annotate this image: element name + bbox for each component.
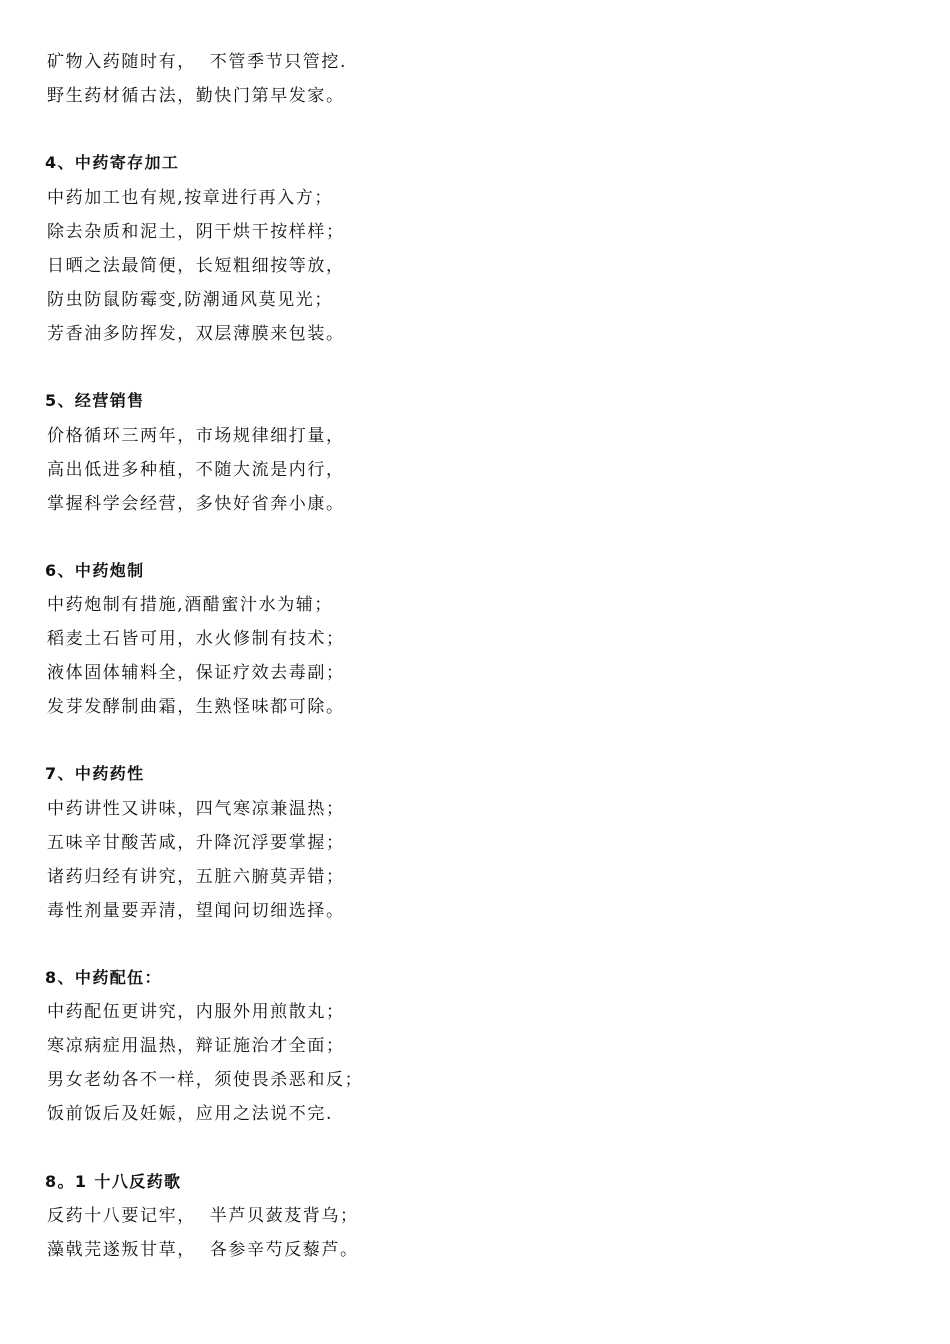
section-8-line-3: 男女老幼各不一样，须使畏杀恶和反； [47, 1070, 364, 1090]
section-heading-4: 4、中药寄存加工 [45, 153, 180, 172]
section-4-line-1: 中药加工也有规,按章进行再入方； [47, 188, 334, 208]
section-4-line-5: 芳香油多防挥发，双层薄膜来包装。 [47, 324, 345, 344]
section-4-line-2: 除去杂质和泥土，阴干烘干按样样； [47, 222, 345, 242]
section-7-line-1: 中药讲性又讲味，四气寒凉兼温热； [47, 799, 345, 819]
section-5-line-2: 高出低进多种植，不随大流是内行， [47, 460, 345, 480]
section-7-line-4: 毒性剂量要弄清，望闻问切细选择。 [47, 901, 345, 921]
intro-line-2: 野生药材循古法，勤快门第早发家。 [47, 86, 345, 106]
section-8-1-line-1: 反药十八要记牢， 半芦贝蔹芨背乌； [47, 1206, 359, 1226]
section-6-line-2: 稻麦土石皆可用，水火修制有技术； [47, 629, 345, 649]
section-7-line-3: 诸药归经有讲究，五脏六腑莫弄错； [47, 867, 345, 887]
section-8-line-4: 饭前饭后及妊娠，应用之法说不完. [47, 1104, 334, 1124]
intro-line-1: 矿物入药随时有， 不管季节只管挖. [47, 52, 348, 72]
section-8-line-1: 中药配伍更讲究，内服外用煎散丸； [47, 1002, 345, 1022]
section-6-line-3: 液体固体辅料全，保证疗效去毒副； [47, 663, 345, 683]
section-heading-8-1: 8。1 十八反药歌 [45, 1172, 182, 1191]
section-heading-8: 8、中药配伍： [45, 968, 162, 987]
section-5-line-3: 掌握科学会经营，多快好省奔小康。 [47, 494, 345, 514]
section-6-line-4: 发芽发酵制曲霜，生熟怪味都可除。 [47, 697, 345, 717]
section-8-1-line-2: 藻戟芫遂叛甘草， 各参辛芍反藜芦。 [47, 1240, 359, 1260]
section-7-line-2: 五味辛甘酸苦咸，升降沉浮要掌握； [47, 833, 345, 853]
section-heading-6: 6、中药炮制 [45, 561, 145, 580]
section-8-line-2: 寒凉病症用温热，辩证施治才全面； [47, 1036, 345, 1056]
section-5-line-1: 价格循环三两年，市场规律细打量， [47, 426, 345, 446]
section-heading-7: 7、中药药性 [45, 764, 145, 783]
section-4-line-4: 防虫防鼠防霉变,防潮通风莫见光； [47, 290, 334, 310]
section-6-line-1: 中药炮制有措施,酒醋蜜汁水为辅； [47, 595, 334, 615]
section-4-line-3: 日晒之法最简便，长短粗细按等放， [47, 256, 345, 276]
section-heading-5: 5、经营销售 [45, 391, 145, 410]
